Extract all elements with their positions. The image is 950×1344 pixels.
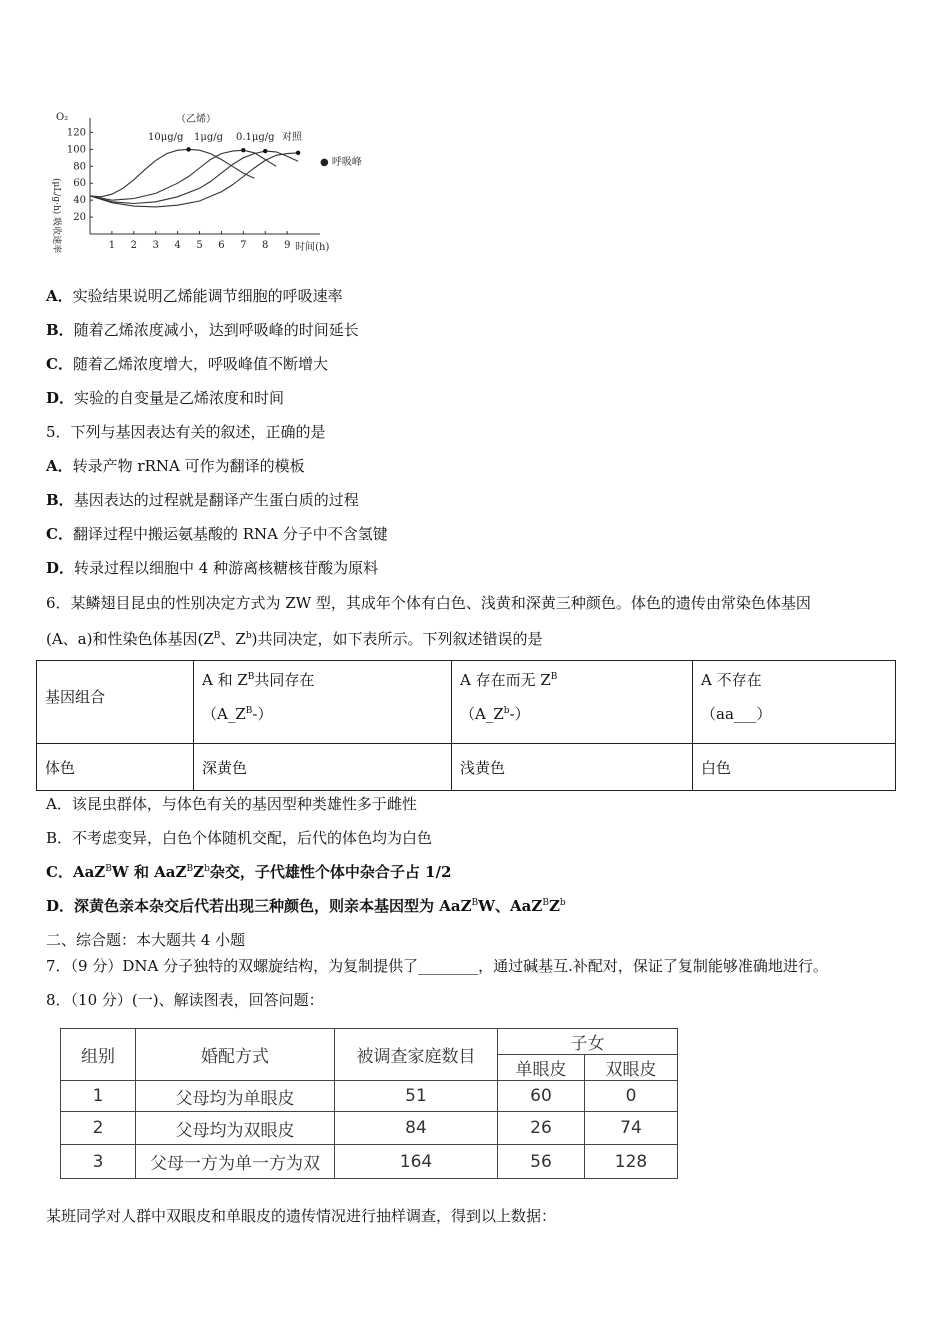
q5-stem: 5．下列与基因表达有关的叙述，正确的是 — [46, 423, 326, 441]
x-tick-label: 2 — [130, 240, 137, 251]
x-tick-label: 5 — [196, 240, 203, 251]
legend: ● 呼吸峰 — [320, 157, 362, 168]
y-axis-top-label: O₂ — [56, 112, 69, 123]
header-single: 单眼皮 — [498, 1055, 585, 1081]
y-tick-label: 120 — [66, 127, 86, 139]
genotype-cell: A 存在而无 $Z^B$ $(A\_Z^b-)$ — [452, 661, 693, 744]
ethylene-respiration-chart — [50, 108, 380, 258]
q5-option-c: C．翻译过程中搬运氨基酸的 RNA 分子中不含氢键 — [46, 525, 388, 543]
series-label: 对照 — [282, 132, 302, 143]
color-cell: 白色 — [693, 744, 896, 791]
y-tick-label: 100 — [66, 144, 86, 156]
header-double: 双眼皮 — [585, 1055, 678, 1081]
y-tick-label: 80 — [73, 161, 86, 173]
chart-title: （乙烯） — [176, 114, 216, 125]
q5-option-d: D．转录过程以细胞中 4 种游离核糖核苷酸为原料 — [46, 559, 379, 577]
y-tick-label: 60 — [73, 178, 86, 190]
x-tick-label: 6 — [218, 240, 225, 251]
series-line — [90, 149, 254, 196]
q6-option-a: A．该昆虫群体，与体色有关的基因型种类雄性多于雌性 — [46, 795, 417, 813]
q4-option-d: D．实验的自变量是乙烯浓度和时间 — [46, 389, 285, 407]
x-tick-label: 1 — [108, 240, 116, 251]
header-children: 子女 — [498, 1029, 678, 1055]
x-tick-label: 8 — [262, 240, 269, 251]
table-row-label: 体色 — [37, 744, 194, 791]
header-group: 组别 — [61, 1029, 136, 1081]
q6-stem-line2: (A、a)和性染色体基因($Z^B$、$Z^b$)共同决定，如下表所示。下列叙述错误的是 — [46, 630, 543, 648]
series-label: 0.1μg/g — [236, 132, 275, 143]
genotype-color-table — [36, 660, 896, 791]
header-families: 被调查家庭数目 — [335, 1029, 498, 1081]
genotype-cell: A 不存在 （aa___） — [693, 661, 896, 744]
x-tick-label: 3 — [152, 240, 159, 251]
table-row: 2 父母均为双眼皮 84 26 74 — [61, 1112, 678, 1145]
q4-option-b: B．随着乙烯浓度减小，达到呼吸峰的时间延长 — [46, 321, 359, 339]
q8-stem: 8．（10 分）(一)、解读图表，回答问题： — [46, 991, 324, 1009]
q4-option-c: C．随着乙烯浓度增大，呼吸峰值不断增大 — [46, 355, 328, 373]
respiration-peak-dot — [241, 148, 245, 152]
x-axis-label: 时间(h) — [295, 242, 330, 253]
q4-option-a: A．实验结果说明乙烯能调节细胞的呼吸速率 — [46, 287, 343, 305]
q6-option-d: D．深黄色亲本杂交后代若出现三种颜色，则亲本基因型为 AaZ$^B$W、$AaZ^BZ^b$ — [46, 897, 566, 915]
color-cell: 浅黄色 — [452, 744, 693, 791]
q6-stem-line1: 6．某鳞翅目昆虫的性别决定方式为 ZW 型，其成年个体有白色、浅黄和深黄三种颜色。体色的遗传由常染色体基因 — [46, 594, 811, 612]
x-tick-label: 7 — [240, 240, 247, 251]
table-row-label: 基因组合 — [37, 661, 194, 744]
respiration-peak-dot — [186, 147, 190, 151]
q5-option-b: B．基因表达的过程就是翻译产生蛋白质的过程 — [46, 491, 359, 509]
series-label: 1μg/g — [194, 132, 224, 143]
series-line — [90, 151, 298, 203]
x-tick-label: 9 — [284, 240, 291, 251]
q5-option-a: A．转录产物 rRNA 可作为翻译的模板 — [46, 457, 305, 475]
section-heading: 二、综合题：本大题共 4 小题 — [46, 931, 246, 949]
y-axis-label: (μL/g·h) 吸收速率 — [51, 178, 61, 254]
eyelid-survey-table — [60, 1028, 678, 1179]
respiration-peak-dot — [263, 149, 267, 153]
q6-option-c: C．AaZ$^B$W 和 $AaZ^BZ^b$杂交，子代雄性个体中杂合子占 1/2 — [46, 863, 452, 881]
respiration-peak-dot — [296, 151, 300, 155]
genotype-cell: A 和 $Z^B$共同存在 $(A\_Z^B-)$ — [194, 661, 452, 744]
y-tick-label: 40 — [73, 195, 86, 207]
q7-text: 7．（9 分）DNA 分子独特的双螺旋结构，为复制提供了________，通过碱基互.补配对，保证了复制能够准确地进行。 — [46, 957, 828, 975]
y-tick-label: 20 — [73, 212, 86, 224]
color-cell: 深黄色 — [194, 744, 452, 791]
header-mating: 婚配方式 — [136, 1029, 335, 1081]
x-tick-label: 4 — [174, 240, 181, 251]
table-row: 3 父母一方为单一方为双 164 56 128 — [61, 1145, 678, 1179]
series-label: 10μg/g — [148, 132, 184, 143]
table-row: 1 父母均为单眼皮 51 60 0 — [61, 1081, 678, 1112]
q6-option-b: B．不考虑变异，白色个体随机交配，后代的体色均为白色 — [46, 829, 433, 847]
closing-text: 某班同学对人群中双眼皮和单眼皮的遗传情况进行抽样调查，得到以上数据： — [46, 1207, 557, 1225]
